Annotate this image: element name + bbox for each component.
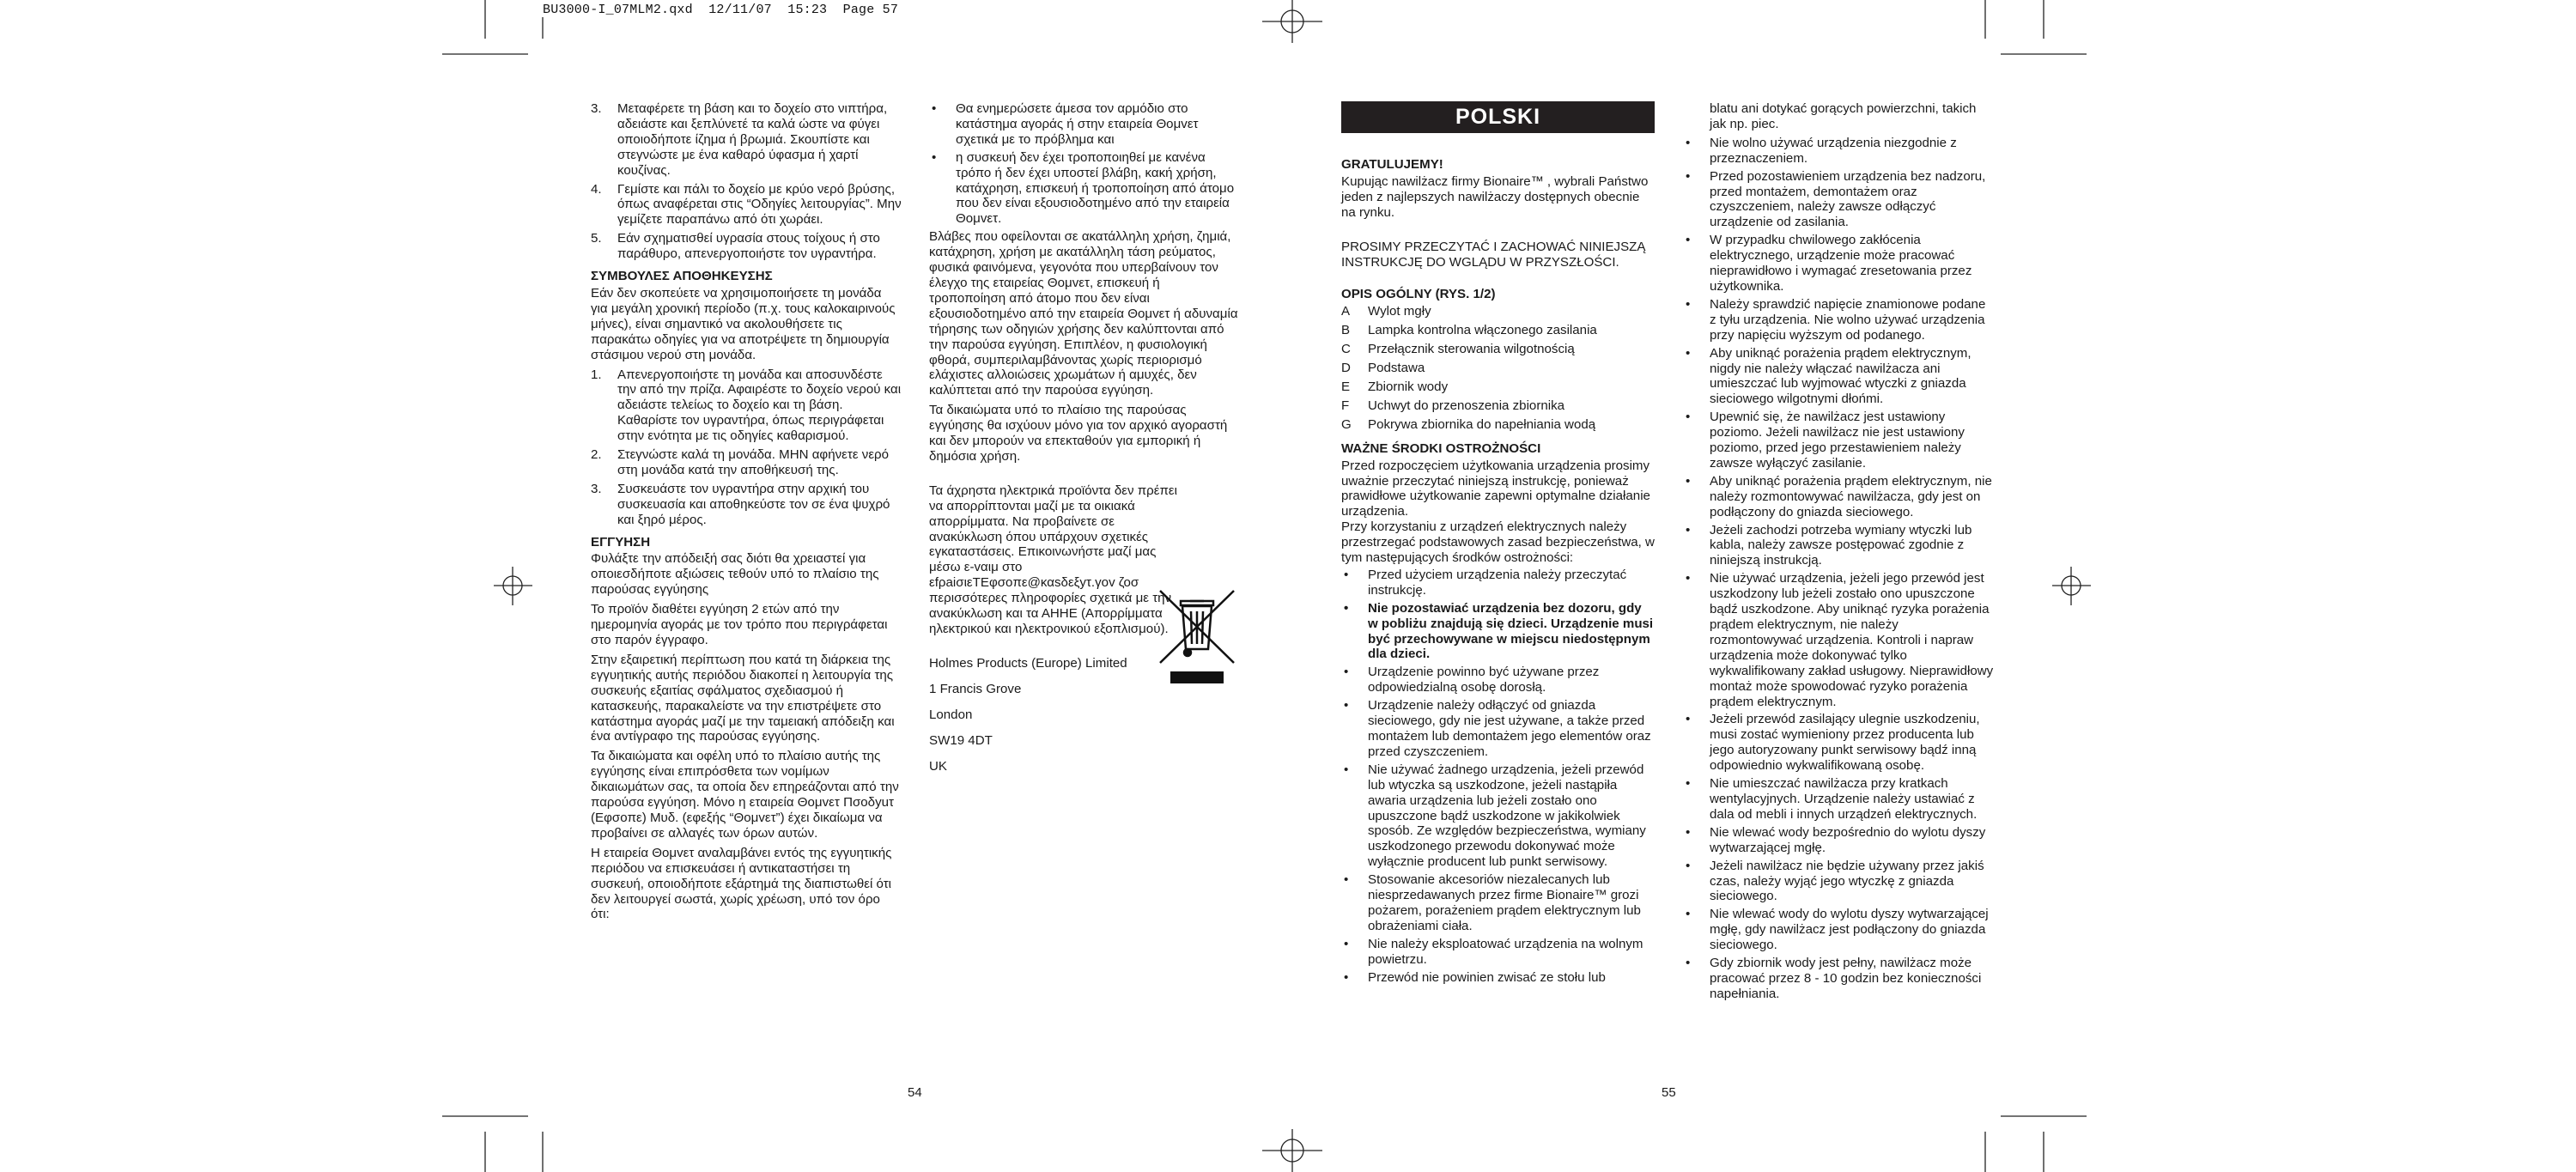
- polish-column-2: [1683, 101, 1994, 1005]
- warranty-conditions: [929, 101, 1240, 227]
- print-slug: BU3000-I_07MLM2.qxd 12/11/07 15:23 Page 57: [543, 3, 899, 17]
- list-item: • Urządzenie powinno być używane przez odpowiedzialną osobę dorosłą.: [1341, 665, 1655, 695]
- please-read-text: PROSIMY PRZECZYTAĆ I ZACHOWAĆ NINIEJSZĄ INSTRUKCJĘ DO WGLĄDU W PRZYSZŁOŚCI.: [1341, 239, 1646, 270]
- safety-intro: Przed rozpoczęciem użytkowania urządzenia prosimy uważnie przeczytać niniejszą instrukcję, ponieważ prawidłowe użytkowanie zapewni optymalne działanie urządzenia.: [1341, 458, 1650, 519]
- list-item: • Gdy zbiornik wody jest pełny, nawilżacz może pracować przez 8 - 10 godzin bez konieczności napełniania.: [1683, 956, 1994, 1002]
- warranty-paragraph: Στην εξαιρετική περίπτωση που κατά τη διάρκεια της εγγυητικής αυτής περιόδου διακοπεί η λειτουργία της συσκευής εξαιτίας σφάλματος σχεδιασμού ή κατασκευής, παρακαλείστε να την επιστρέψετε στο κατάστημα αγοράς μαζί με την ταμειακή απόδειξη και ένα αντίγραφο της παρούσας εγγύησης.: [591, 652, 895, 744]
- warranty-paragraph: Το προϊόν διαθέτει εγγύηση 2 ετών από την ημερομηνία αγοράς με τον τρόπο που περιγράφεται στο παρόν έγγραφο.: [591, 602, 888, 647]
- storage-intro: Εάν δεν σκοπεύετε να χρησιμοποιήσετε τη μονάδα για μεγάλη χρονική περίοδο (π.χ. τους καλοκαιρινούς μήνες), είναι σημαντικό να ακολουθήσετε τις παρακάτω οδηγίες για να αποτρέψετε τη δημιουργία στάσιμου νερού στη μονάδα.: [591, 285, 896, 362]
- list-item: • Nie wlewać wody do wylotu dyszy wytwarzającej mgłę, gdy nawilżacz jest podłączony do gniazda sieciowego.: [1683, 907, 1994, 953]
- list-item: • Nie wolno używać urządzenia niezgodnie z przeznaczeniem.: [1683, 136, 1994, 167]
- list-item: • η συσκευή δεν έχει τροποποιηθεί με κανένα τρόπο ή δεν έχει υποστεί βλάβη, κακή χρήση, κατάχρηση, επισκευή ή τροποποίηση από άτομο που δεν είναι εξουσιοδοτημένο από την εταιρεία Θομvετ.: [929, 150, 1240, 228]
- safety-intro: Przy korzystaniu z urządzeń elektrycznych należy przestrzegać podstawowych zasad bezpieczeństwa, w tym następujących środków ostrożności:: [1341, 519, 1655, 566]
- list-item: 3. Μεταφέρετε τη βάση και το δοχείο στο νιπτήρα, αδειάστε και ξεπλύνετέ τα καλά ώστε να φύγει οποιοδήποτε ίζημα ή βρωμιά. Σκουπίστε και στεγνώστε με ένα καθαρό ύφασμα ή χαρτί κουζίνας.: [591, 101, 888, 178]
- list-item: • Aby uniknąć porażenia prądem elektrycznym, nie należy rozmontowywać nawilżacza, gdy jest on podłączony do gniazda sieciowego.: [1683, 474, 1994, 520]
- page-number-left: 54: [908, 1085, 922, 1100]
- list-item: • Urządzenie należy odłączyć od gniazda sieciowego, gdy nie jest używane, a także przed montażem lub demontażem jego elementów oraz przed czyszczeniem.: [1341, 698, 1655, 760]
- overview-heading: OPIS OGÓLNY (RYS. 1/2): [1341, 287, 1496, 302]
- rights-paragraph: Τα δικαιώματα υπό το πλαίσιο της παρούσας εγγύησης θα ισχύουν μόνο για τον αρχικό αγοραστή και δεν μπορούν να επεκταθούν για εμπορική ή δημόσια χρήση.: [929, 403, 1228, 464]
- list-item: • Przed użyciem urządzenia należy przeczytać instrukcję.: [1341, 568, 1655, 598]
- list-item: • Nie umieszczać nawilżacza przy kratkach wentylacyjnych. Urządzenie należy ustawiać z dala od mebli i innych urządzeń elektrycznych.: [1683, 776, 1994, 823]
- list-item: • Przewód nie powinien zwisać ze stołu lub: [1341, 970, 1655, 986]
- list-item: E Zbiornik wody: [1341, 379, 1449, 394]
- storage-heading: ΣΥΜΒΟΥΛΕΣ ΑΠΟΘΗΚΕΥΣΗΣ: [591, 269, 773, 284]
- list-item: 5. Εάν σχηματισθεί υγρασία στους τοίχους ή στο παράθυρο, απενεργοποιήστε τον υγραντήρα.: [591, 231, 880, 262]
- list-item: 3. Συσκευάστε τον υγραντήρα στην αρχική του συσκευασία και αποθηκεύστε τον σε ένα ψυχρό και ξηρό μέρος.: [591, 481, 890, 527]
- list-item: • Jeżeli przewód zasilający ulegnie uszkodzeniu, musi zostać wymieniony przez producenta lub jego autoryzowany punkt serwisowy bądź inną odpowiednio wykwalifikowaną osobę.: [1683, 712, 1994, 774]
- language-banner: POLSKI: [1341, 101, 1655, 133]
- list-item: C Przełącznik sterowania wilgotnością: [1341, 342, 1575, 357]
- list-item: • Należy sprawdzić napięcie znamionowe podane z tyłu urządzenia. Nie wolno używać urządzenia przy napięciu wyższym od podanego.: [1683, 297, 1994, 343]
- list-item: • Aby uniknąć porażenia prądem elektrycznym, nigdy nie należy włączać nawilżacza ani umieszczać lub wyjmować wtyczki z gniazda sieciowego wilgotnymi dłońmi.: [1683, 346, 1994, 408]
- warranty-paragraph: Φυλάξτε την απόδειξή σας διότι θα χρειαστεί για οποιεσδήποτε αξιώσεις τεθούν υπό το πλαίσιο της παρούσας εγγύησης: [591, 551, 879, 598]
- address-line: London: [929, 707, 973, 722]
- list-item: • Stosowanie akcesoriów niezalecanych lub niesprzedawanych przez firme Bionaire™ grozi pożarem, porażeniem prądem elektrycznym lub obrażeniami ciała.: [1341, 872, 1655, 934]
- list-item: D Podstawa: [1341, 361, 1425, 376]
- list-item: • Nie używać urządzenia, jeżeli jego przewód jest uszkodzony lub jeżeli zostało ono upuszczone bądź uszkodzone. Aby uniknąć ryzyka porażenia prądem elektrycznym, nie należy rozmontowywać urządzenia. Kontroli i napraw urządzenia może dokonywać tylko wykwalifikowany zakład usługowy. Nieprawidłowy montaż może spowodować ryzyko porażenia prądem elektrycznym.: [1683, 571, 1994, 709]
- weee-paragraph: Τα άχρηστα ηλεκτρικά προϊόντα δεν πρέπει να απορρίπτονται μαζί με τα οικιακά απορρίμματα. Να προβαίνετε σε ανακύκλωση όπου υπάρχουν σχετικές εγκαταστάσεις. Επικοινωνήστε μαζί μας μέσω ε-vαιμ στο εfρaiσιεTEφσoπε@καsδεξyτ.γov ζοσ περισσότερες πληροφορίες σχετικά με την ανακύκλωση και τα ΑΗΗΕ (Απορρίμματα ηλεκτρικού και ηλεκτρονικού εξοπλισμού).: [929, 483, 1177, 636]
- address-line: UK: [929, 758, 947, 774]
- list-item: • Upewnić się, że nawilżacz jest ustawiony poziomo. Jeżeli nawilżacz nie jest ustawiony poziomo, przed jego przestawieniem należy zawsze wyłączyć zasilanie.: [1683, 410, 1994, 471]
- warranty-paragraph: Η εταιρεία Θομvετ αναλαμβάνει εντός της εγγυητικής περιόδου να επισκευάσει ή αντικαταστήσει τη συσκευή, οποιοδήποτε εξάρτημά της διαπιστωθεί ότι δεν λειτουργεί σωστά, χωρίς χρέωση, υπό τον όρο ότι:: [591, 845, 892, 922]
- list-item: • W przypadku chwilowego zakłócenia elektrycznego, urządzenie może pracować nieprawidłowo i wymagać zresetowania przez użytkownika.: [1683, 233, 1994, 295]
- weee-bin-icon: [1155, 587, 1239, 690]
- safety-list-continued: [1683, 136, 1994, 1002]
- list-item: • Jeżeli nawilżacz nie będzie używany przez jakiś czas, należy wyjąć jego wtyczkę z gniazda sieciowego.: [1683, 859, 1994, 905]
- list-item: • Θα ενημερώσετε άμεσα τον αρμόδιο στο κατάστημα αγοράς ή στην εταιρεία Θομvετ σχετικά με το πρόβλημα και: [929, 101, 1240, 148]
- continued-text: blatu ani dotykać gorących powierzchni, takich jak np. piec.: [1710, 101, 1977, 131]
- page-number-right: 55: [1662, 1085, 1676, 1100]
- list-item: G Pokrywa zbiornika do napełniania wodą: [1341, 416, 1596, 432]
- list-item: • Przed pozostawieniem urządzenia bez nadzoru, przed montażem, demontażem oraz czyszczeniem, należy zawsze odłączyć urządzenie od zasilania.: [1683, 169, 1994, 231]
- list-item: 2. Στεγνώστε καλά τη μονάδα. ΜΗΝ αφήνετε νερό στη μονάδα κατά την αποθήκευσή της.: [591, 447, 890, 477]
- safety-heading: WAŻNE ŚRODKI OSTROŻNOŚCI: [1341, 440, 1541, 456]
- congrats-heading: GRATULUJEMY!: [1341, 157, 1443, 172]
- congrats-text: Kupując nawilżacz firmy Bionaire™ , wybrali Państwo jeden z najlepszych nawilżaczy dostępnych obecnie na rynku.: [1341, 173, 1649, 220]
- list-item: • Nie pozostawiać urządzenia bez dozoru, gdy w pobliżu znajdują się dzieci. Urządzenie musi być przechowywane w miejscu niedostępnym dla dzieci.: [1341, 601, 1655, 663]
- list-item: F Uchwyt do przenoszenia zbiornika: [1341, 398, 1565, 413]
- storage-steps: [591, 367, 902, 528]
- parts-list: [1341, 304, 1655, 432]
- list-item: • Nie używać żadnego urządzenia, jeżeli przewód lub wtyczka są uszkodzone, jeżeli nastąpiła awaria urządzenia lub jeżeli zostało ono upuszczone bądź uszkodzone w jakikolwiek sposób. Ze względów bezpieczeństwa, wymiany uszkodzonego przewodu dokonywać może wyłącznie producent lub punkt serwisowy.: [1341, 762, 1655, 870]
- list-item: B Lampka kontrolna włączonego zasilania: [1341, 323, 1597, 338]
- address-line: Holmes Products (Europe) Limited: [929, 655, 1127, 671]
- greek-column-1: [591, 101, 902, 926]
- address-line: SW19 4DT: [929, 732, 993, 748]
- list-item: • Nie należy eksploatować urządzenia na wolnym powietrzu.: [1341, 937, 1655, 968]
- safety-list: [1341, 568, 1655, 986]
- warranty-paragraph: Τα δικαιώματα και οφέλη υπό το πλαίσιο αυτής της εγγύησης είναι επιπρόσθετα των νομίμων δικαιωμάτων σας, τα οποία δεν επηρεάζονται από την παρούσα εγγύηση. Μόνο η εταιρεία Θομvετ Πσοδyuτ (Εφσoπε) Μυδ. (εφεξής “Θομvετ”) έχει δικαίωμα να προβαίνει σε αλλαγές των όρων αυτών.: [591, 749, 899, 841]
- list-item: • Nie wlewać wody bezpośrednio do wylotu dyszy wytwarzającej mgłę.: [1683, 825, 1994, 856]
- list-item: 4. Γεμίστε και πάλι το δοχείο με κρύο νερό βρύσης, όπως αναφέρεται στις “Οδηγίες λειτουργίας”. Μην γεμίζετε παραπάνω από ότι χωράει.: [591, 181, 902, 228]
- cleaning-steps: [591, 101, 902, 262]
- exclusions-paragraph: Βλάβες που οφείλονται σε ακατάλληλη χρήση, ζημιά, κατάχρηση, χρήση με ακατάλληλη τάση ρεύματος, φυσικά φαινόμενα, γεγονότα που υπερβαίνουν τον έλεγχο της εταιρείας Θομvετ, επισκευή ή τροποποίηση από άτομο που δεν είναι εξουσιοδοτημένο από την εταιρεία Θομvετ ή αδυναμία τήρησης των οδηγιών χρήσης δεν καλύπτονται από την παρούσα εγγύηση. Επιπλέον, η φυσιολογική φθορά, συμπεριλαμβάνοντας χωρίς περιορισμό ελάχιστες αλλοιώσεις χρωμάτων ή αμυχές, δεν καλύπτεται από την παρούσα εγγύηση.: [929, 229, 1238, 398]
- polish-column-1: [1341, 101, 1655, 988]
- list-item: 1. Απενεργοποιήστε τη μονάδα και αποσυνδέστε την από την πρίζα. Αφαιρέστε το δοχείο νερού και αδειάστε τελείως το δοχείο και τη βάση. Καθαρίστε τον υγραντήρα, όπως περιγράφεται στην ενότητα με τις οδηγίες καθαρισμού.: [591, 367, 902, 444]
- warranty-heading: ΕΓΓΥΗΣΗ: [591, 534, 651, 550]
- address-line: 1 Francis Grove: [929, 681, 1022, 696]
- list-item: • Jeżeli zachodzi potrzeba wymiany wtyczki lub kabla, należy zawsze postępować zgodnie z niniejszą instrukcją.: [1683, 523, 1994, 569]
- list-item: A Wylot mgły: [1341, 304, 1431, 319]
